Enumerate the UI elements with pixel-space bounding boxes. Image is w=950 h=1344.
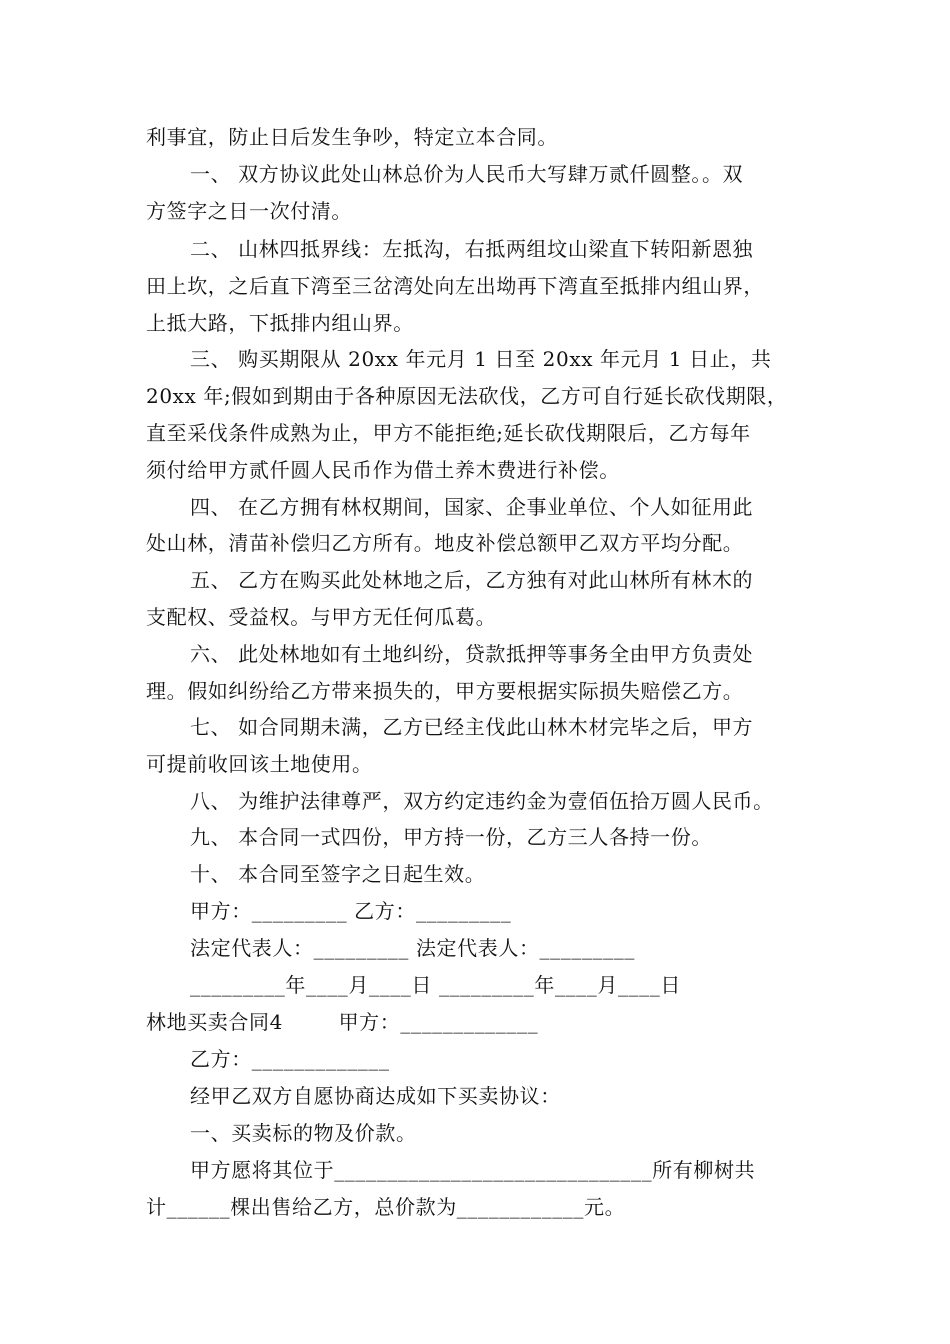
paragraph-line: 计______棵出售给乙方，总价款为____________元。 <box>146 1195 626 1219</box>
clause-10: 十、 本合同至签字之日起生效。 <box>190 862 486 886</box>
paragraph-line: 利事宜，防止日后发生争吵，特定立本合同。 <box>146 125 558 149</box>
paragraph-line: 20xx 年;假如到期由于各种原因无法砍伐，乙方可自行延长砍伐期限， <box>146 384 788 408</box>
agreement-intro: 经甲乙双方自愿协商达成如下买卖协议： <box>190 1084 561 1108</box>
paragraph-line: 处山林，清苗补偿归乙方所有。地皮补偿总额甲乙双方平均分配。 <box>146 531 744 555</box>
paragraph-line: 上抵大路，下抵排内组山界。 <box>146 311 414 335</box>
clause-7: 七、 如合同期未满，乙方已经主伐此山林木材完毕之后，甲方 <box>190 715 754 739</box>
contract-4-heading: 林地买卖合同4 甲方：_____________ <box>146 1010 539 1034</box>
clause-9: 九、 本合同一式四份，甲方持一份，乙方三人各持一份。 <box>190 825 712 849</box>
clause-3: 三、 购买期限从 20xx 年元月 1 日至 20xx 年元月 1 日止，共 <box>190 347 772 371</box>
paragraph-line: 支配权、受益权。与甲方无任何瓜葛。 <box>146 605 497 629</box>
signature-parties: 甲方：_________ 乙方：_________ <box>190 899 512 923</box>
clause-6: 六、 此处林地如有土地纠纷，贷款抵押等事务全由甲方负责处 <box>190 642 754 666</box>
paragraph-line: 田上坎，之后直下湾至三岔湾处向左出坳再下湾直至抵排内组山界， <box>146 274 764 298</box>
paragraph-line: 直至采伐条件成熟为止，甲方不能拒绝;延长砍伐期限后，乙方每年 <box>146 421 751 445</box>
clause-8: 八、 为维护法律尊严，双方约定违约金为壹佰伍拾万圆人民币。 <box>190 789 774 813</box>
clause-5: 五、 乙方在购买此处林地之后，乙方独有对此山林所有林木的 <box>190 568 754 592</box>
clause-4: 四、 在乙方拥有林权期间，国家、企事业单位、个人如征用此 <box>190 495 754 519</box>
party-b-line: 乙方：_____________ <box>190 1047 390 1071</box>
paragraph-line: 须付给甲方贰仟圆人民币作为借土养木费进行补偿。 <box>146 458 620 482</box>
signature-representatives: 法定代表人：_________ 法定代表人：_________ <box>190 936 635 960</box>
signature-dates: _________年____月____日 _________年____月____日 <box>190 973 681 997</box>
section-1-heading: 一、买卖标的物及价款。 <box>190 1121 417 1145</box>
clause-1: 一、 双方协议此处山林总价为人民币大写肆万贰仟圆整。。双 <box>190 162 744 186</box>
paragraph-line: 方签字之日一次付清。 <box>146 199 352 223</box>
paragraph-line: 可提前收回该土地使用。 <box>146 752 373 776</box>
paragraph-line: 甲方愿将其位于______________________________所有柳树共 <box>190 1158 756 1182</box>
paragraph-line: 理。假如纠纷给乙方带来损失的，甲方要根据实际损失赔偿乙方。 <box>146 679 744 703</box>
clause-2: 二、 山林四抵界线：左抵沟，右抵两组坟山梁直下转阳新恩独 <box>190 237 754 261</box>
